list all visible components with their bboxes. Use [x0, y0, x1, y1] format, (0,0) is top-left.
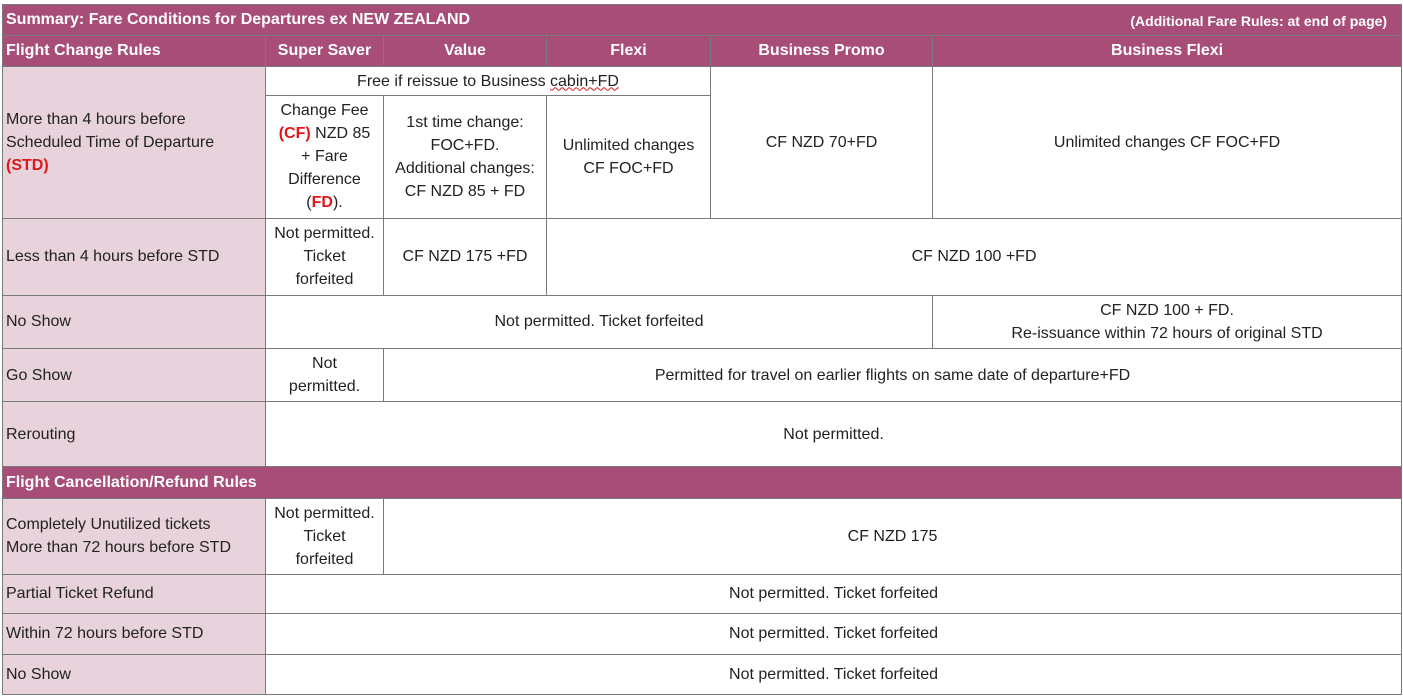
- less-than-4h-others: CF NZD 100 +FD: [547, 218, 1402, 295]
- free-reissue-cell: [266, 67, 711, 96]
- go-show-super-saver: [266, 348, 384, 401]
- cell-line: FOC+FD.: [430, 136, 500, 154]
- fd-abbreviation: FD: [311, 194, 333, 212]
- flight-change-rules-header: Flight Change Rules: [3, 36, 266, 67]
- col-business-flexi: Business Flexi: [933, 36, 1402, 67]
- less-than-4h-super-saver: [266, 218, 384, 295]
- cell-line: Not: [312, 355, 337, 372]
- cell-line: NZD 85: [310, 125, 371, 143]
- cf-abbreviation: (CF): [278, 125, 311, 143]
- row-label-partial-refund: Partial Ticket Refund: [3, 574, 266, 613]
- row-label-unutilized: [3, 499, 266, 574]
- no-show-main: Not permitted. Ticket forfeited: [266, 295, 933, 348]
- refund-rules-header: Flight Cancellation/Refund Rules: [3, 467, 1402, 499]
- cell-line: Not permitted.: [274, 225, 375, 243]
- row-label-less-than-4h: Less than 4 hours before STD: [3, 218, 266, 295]
- row-label-refund-no-show: No Show: [3, 654, 266, 694]
- cell-line: forfeited: [295, 550, 354, 568]
- label-line: Scheduled Time of Departure: [6, 133, 215, 151]
- label-line: More than 4 hours before: [6, 110, 186, 128]
- refund-no-show-value: Not permitted. Ticket forfeited: [266, 654, 1402, 694]
- partial-refund-value: Not permitted. Ticket forfeited: [266, 574, 1402, 613]
- cell-line: CF FOC+FD: [583, 159, 674, 177]
- value-change-cell: [384, 96, 547, 218]
- row-label-rerouting: Rerouting: [3, 402, 266, 467]
- col-business-promo: Business Promo: [711, 36, 933, 67]
- business-flexi-change-cell: Unlimited changes CF FOC+FD: [933, 67, 1402, 218]
- free-reissue-cabin: cabin+FD: [550, 72, 619, 90]
- cell-line: (: [306, 194, 312, 212]
- unutilized-super-saver: [266, 499, 384, 574]
- free-reissue-text: Free if reissue to Business: [357, 72, 551, 90]
- cell-line: Re-issuance within 72 hours of original STD: [1011, 324, 1323, 342]
- label-line: Completely Unutilized tickets: [6, 516, 211, 534]
- cell-line: Not permitted.: [274, 504, 375, 522]
- col-value: Value: [384, 36, 547, 67]
- col-flexi: Flexi: [547, 36, 711, 67]
- no-show-business-flexi: [933, 295, 1402, 348]
- rerouting-value: Not permitted.: [266, 402, 1402, 467]
- cell-line: permitted.: [288, 378, 361, 395]
- col-super-saver: Super Saver: [266, 36, 384, 67]
- super-saver-change-cell: [266, 96, 384, 218]
- title-bar: [3, 5, 1402, 36]
- unutilized-others: CF NZD 175: [384, 499, 1402, 574]
- cell-line: Difference: [288, 171, 361, 189]
- cell-line: Unlimited changes: [562, 136, 695, 154]
- fare-conditions-table: [2, 4, 1402, 695]
- row-label-go-show: Go Show: [3, 348, 266, 401]
- cell-line: ).: [332, 194, 343, 212]
- cell-line: forfeited: [295, 271, 354, 289]
- std-abbreviation: (STD): [6, 156, 49, 174]
- business-promo-change-cell: CF NZD 70+FD: [711, 67, 933, 218]
- row-label-more-than-4h: [3, 67, 266, 218]
- label-line: More than 72 hours before STD: [6, 539, 232, 557]
- cell-line: Change Fee: [280, 102, 369, 120]
- cell-line: CF NZD 100 + FD.: [1100, 301, 1234, 319]
- cell-line: CF NZD 85 + FD: [404, 182, 526, 200]
- page-title: Summary: Fare Conditions for Departures ex NEW ZEALAND: [6, 11, 471, 29]
- row-label-no-show: No Show: [3, 295, 266, 348]
- row-label-within-72h: Within 72 hours before STD: [3, 613, 266, 654]
- flexi-change-cell: [547, 96, 711, 218]
- cell-line: 1st time change:: [406, 113, 524, 131]
- cell-line: + Fare: [301, 148, 348, 166]
- go-show-others: Permitted for travel on earlier flights on same date of departure+FD: [384, 348, 1402, 401]
- additional-rules-note: (Additional Fare Rules: at end of page): [1130, 13, 1388, 29]
- cell-line: Ticket: [303, 248, 346, 266]
- cell-line: Additional changes:: [395, 159, 535, 177]
- less-than-4h-value: CF NZD 175 +FD: [384, 218, 547, 295]
- cell-line: Ticket: [303, 527, 346, 545]
- within-72h-value: Not permitted. Ticket forfeited: [266, 613, 1402, 654]
